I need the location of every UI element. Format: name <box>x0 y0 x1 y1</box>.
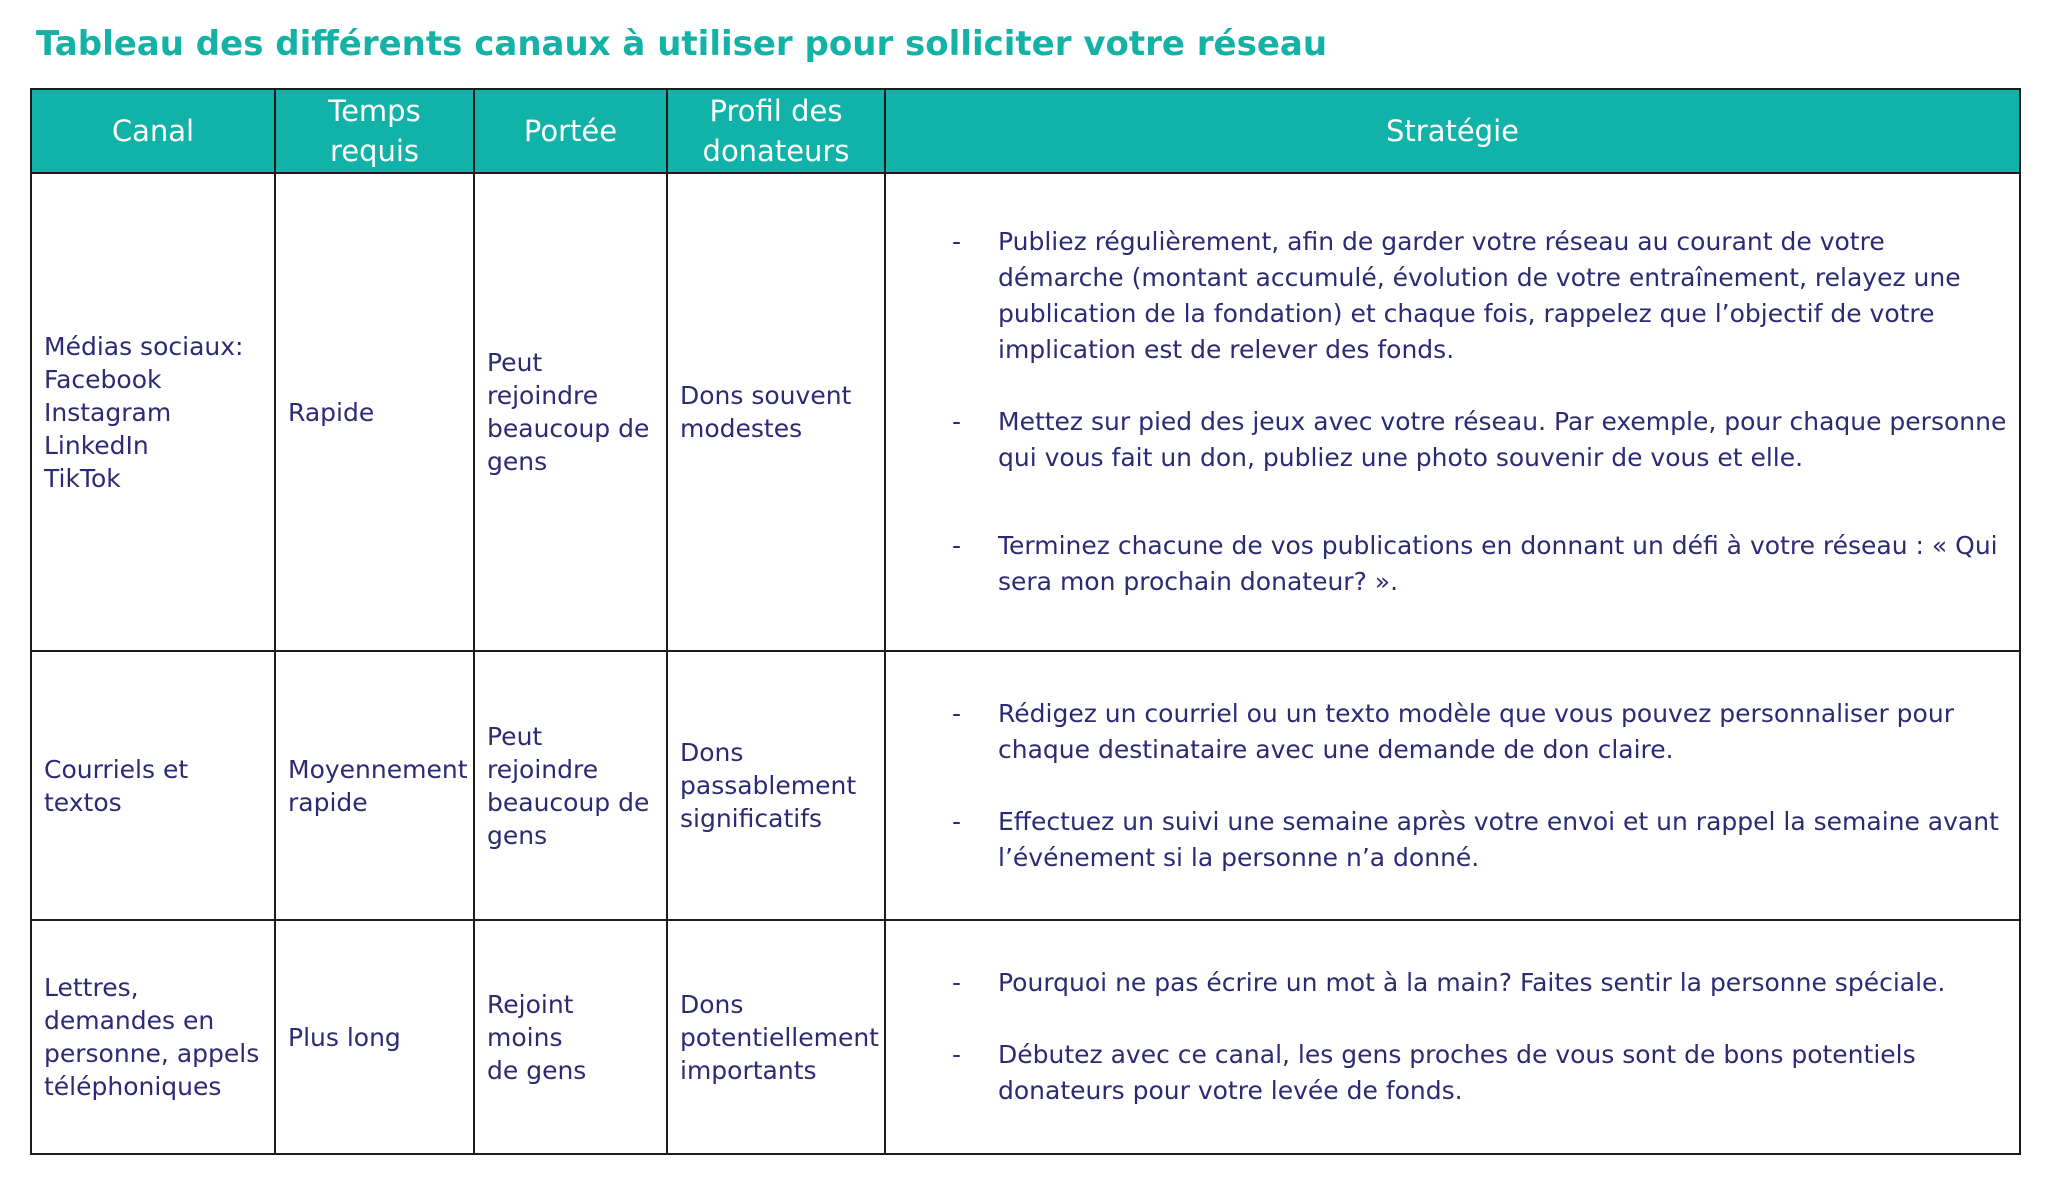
strategy-item <box>898 224 2009 368</box>
strategy-text: Effectuez un suivi une semaine après votre envoi et un rappel la semaine avant l’événement si la personne n’a donné. <box>998 806 1999 872</box>
strategy-item <box>898 965 2009 1001</box>
strategy-text: Pourquoi ne pas écrire un mot à la main? Faites sentir la personne spéciale. <box>998 968 1946 997</box>
bullet-dash: - <box>952 1040 962 1069</box>
cell-strategie <box>885 920 2020 1154</box>
table-row <box>31 173 2020 651</box>
cell-canal: Lettres, demandes en personne, appels téléphoniques <box>31 920 275 1154</box>
bullet-dash: - <box>952 698 962 728</box>
strategy-text: Mettez sur pied des jeux avec votre réseau. Par exemple, pour chaque personne qui vous fait un don, publiez une photo souvenir de vous et elle. <box>998 407 2007 472</box>
cell-canal: Courriels et textos <box>31 651 275 920</box>
header-temps-requis: Temps requis <box>275 89 474 173</box>
header-canal: Canal <box>31 89 275 173</box>
table-header-row <box>31 89 2020 173</box>
cell-canal: Médias sociaux: Facebook Instagram LinkedIn TikTok <box>31 173 275 651</box>
strategy-text: Rédigez un courriel ou un texto modèle que vous pouvez personnaliser pour chaque destinataire avec une demande de don claire. <box>998 698 1954 764</box>
cell-portee: Rejoint moins de gens <box>474 920 667 1154</box>
cell-profil: Dons passablement significatifs <box>667 651 885 920</box>
header-strategie: Stratégie <box>885 89 2020 173</box>
cell-profil: Dons potentiellement importants <box>667 920 885 1154</box>
strategy-item <box>898 804 2009 876</box>
strategy-item <box>898 404 2009 476</box>
cell-strategie <box>885 651 2020 920</box>
strategy-item <box>898 528 2009 600</box>
cell-temps: Rapide <box>275 173 474 651</box>
page-title: Tableau des différents canaux à utiliser pour solliciter votre réseau <box>36 24 1328 64</box>
cell-portee: Peut rejoindre beaucoup de gens <box>474 651 667 920</box>
strategy-list <box>898 965 2009 1109</box>
header-portee: Portée <box>474 89 667 173</box>
header-profil-donateurs: Profil des donateurs <box>667 89 885 173</box>
table-row <box>31 651 2020 920</box>
channels-table <box>30 88 2021 1155</box>
table-row <box>31 920 2020 1154</box>
cell-strategie <box>885 173 2020 651</box>
strategy-list <box>898 224 2009 600</box>
cell-portee: Peut rejoindre beaucoup de gens <box>474 173 667 651</box>
strategy-text: Publiez régulièrement, afin de garder votre réseau au courant de votre démarche (montant accumulé, évolution de votre entraînement, relayez une publication de la fondation) et chaque fois, rappelez que l’objectif de votre implication est de relever des fonds. <box>998 227 1961 364</box>
bullet-dash: - <box>952 407 962 436</box>
bullet-dash: - <box>952 227 962 256</box>
bullet-dash: - <box>952 968 962 997</box>
strategy-item <box>898 1037 2009 1109</box>
cell-temps: Plus long <box>275 920 474 1154</box>
strategy-item <box>898 696 2009 768</box>
bullet-dash: - <box>952 806 962 836</box>
strategy-list <box>898 696 2009 876</box>
bullet-dash: - <box>952 531 962 560</box>
cell-profil: Dons souvent modestes <box>667 173 885 651</box>
strategy-text: Terminez chacune de vos publications en donnant un défi à votre réseau : « Qui sera mon prochain donateur? ». <box>998 531 1998 596</box>
strategy-text: Débutez avec ce canal, les gens proches de vous sont de bons potentiels donateurs pour votre levée de fonds. <box>998 1040 1916 1105</box>
cell-temps: Moyennement rapide <box>275 651 474 920</box>
